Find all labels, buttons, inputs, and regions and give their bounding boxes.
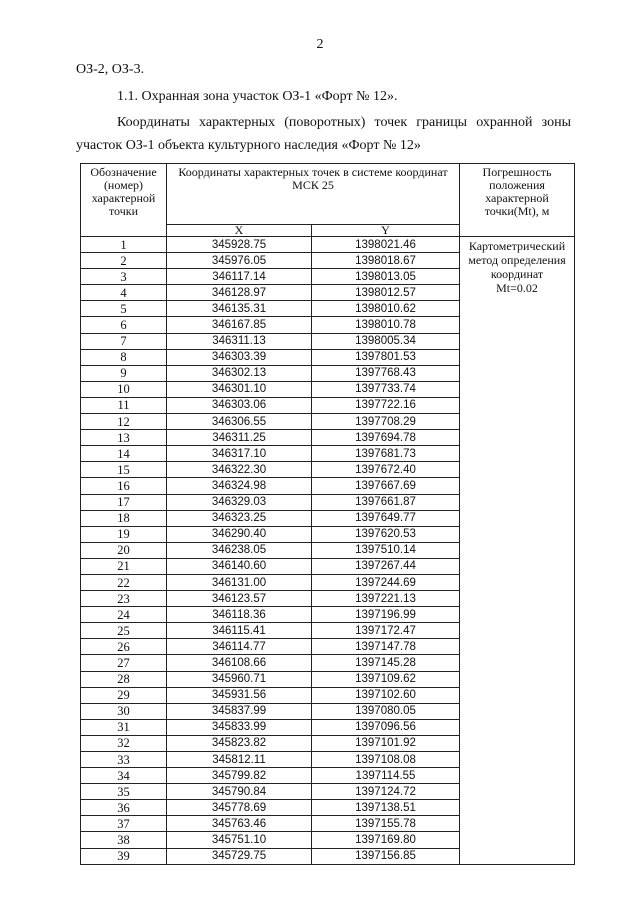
x-coordinate-cell: 346290.40 bbox=[167, 526, 312, 542]
x-coordinate-cell: 346324.98 bbox=[167, 478, 312, 494]
y-coordinate-cell: 1397801.53 bbox=[312, 349, 460, 365]
y-coordinate-cell: 1397667.69 bbox=[312, 478, 460, 494]
y-coordinate-cell: 1397108.08 bbox=[312, 752, 460, 768]
y-coordinate-cell: 1398012.57 bbox=[312, 285, 460, 301]
y-coordinate-cell: 1397661.87 bbox=[312, 494, 460, 510]
point-number-cell: 36 bbox=[81, 800, 167, 816]
x-coordinate-cell: 346301.10 bbox=[167, 381, 312, 397]
y-coordinate-cell: 1397510.14 bbox=[312, 542, 460, 558]
point-number-cell: 27 bbox=[81, 655, 167, 671]
point-number-cell: 37 bbox=[81, 816, 167, 832]
point-number-cell: 28 bbox=[81, 671, 167, 687]
intro-text-line-1: Координаты характерных (поворотных) точек границы охранной зоны bbox=[117, 115, 571, 130]
y-coordinate-cell: 1397244.69 bbox=[312, 574, 460, 590]
point-number-cell: 13 bbox=[81, 430, 167, 446]
y-coordinate-cell: 1397672.40 bbox=[312, 462, 460, 478]
point-number-cell: 7 bbox=[81, 333, 167, 349]
y-coordinate-cell: 1397768.43 bbox=[312, 365, 460, 381]
header-error: Погрешность положения характерной точки(Mt), м bbox=[460, 164, 575, 237]
x-coordinate-cell: 345729.75 bbox=[167, 848, 312, 864]
y-coordinate-cell: 1397733.74 bbox=[312, 381, 460, 397]
x-coordinate-cell: 345790.84 bbox=[167, 784, 312, 800]
y-coordinate-cell: 1397722.16 bbox=[312, 397, 460, 413]
y-coordinate-cell: 1397196.99 bbox=[312, 607, 460, 623]
y-coordinate-cell: 1398010.78 bbox=[312, 317, 460, 333]
y-coordinate-cell: 1398021.46 bbox=[312, 237, 460, 253]
point-number-cell: 19 bbox=[81, 526, 167, 542]
y-coordinate-cell: 1397114.55 bbox=[312, 768, 460, 784]
x-coordinate-cell: 345928.75 bbox=[167, 237, 312, 253]
x-coordinate-cell: 346323.25 bbox=[167, 510, 312, 526]
point-number-cell: 18 bbox=[81, 510, 167, 526]
x-coordinate-cell: 346303.06 bbox=[167, 397, 312, 413]
x-coordinate-cell: 345837.99 bbox=[167, 703, 312, 719]
point-number-cell: 23 bbox=[81, 591, 167, 607]
x-coordinate-cell: 345799.82 bbox=[167, 768, 312, 784]
y-coordinate-cell: 1397124.72 bbox=[312, 784, 460, 800]
x-coordinate-cell: 346128.97 bbox=[167, 285, 312, 301]
x-coordinate-cell: 345778.69 bbox=[167, 800, 312, 816]
header-coordinates: Координаты характерных точек в системе координат МСК 25 bbox=[167, 164, 460, 225]
header-designation: Обозначение (номер) характерной точки bbox=[81, 164, 167, 237]
point-number-cell: 26 bbox=[81, 639, 167, 655]
point-number-cell: 4 bbox=[81, 285, 167, 301]
x-coordinate-cell: 345812.11 bbox=[167, 752, 312, 768]
point-number-cell: 38 bbox=[81, 832, 167, 848]
x-coordinate-cell: 345931.56 bbox=[167, 687, 312, 703]
header-y: Y bbox=[312, 225, 460, 237]
x-coordinate-cell: 346114.77 bbox=[167, 639, 312, 655]
x-coordinate-cell: 346311.13 bbox=[167, 333, 312, 349]
point-number-cell: 14 bbox=[81, 446, 167, 462]
point-number-cell: 39 bbox=[81, 848, 167, 864]
y-coordinate-cell: 1397109.62 bbox=[312, 671, 460, 687]
y-coordinate-cell: 1398018.67 bbox=[312, 253, 460, 269]
point-number-cell: 6 bbox=[81, 317, 167, 333]
x-coordinate-cell: 346322.30 bbox=[167, 462, 312, 478]
y-coordinate-cell: 1397138.51 bbox=[312, 800, 460, 816]
x-coordinate-cell: 345833.99 bbox=[167, 719, 312, 735]
x-coordinate-cell: 346306.55 bbox=[167, 414, 312, 430]
y-coordinate-cell: 1397267.44 bbox=[312, 558, 460, 574]
x-coordinate-cell: 346135.31 bbox=[167, 301, 312, 317]
point-number-cell: 21 bbox=[81, 558, 167, 574]
y-coordinate-cell: 1397145.28 bbox=[312, 655, 460, 671]
y-coordinate-cell: 1397096.56 bbox=[312, 719, 460, 735]
y-coordinate-cell: 1397620.53 bbox=[312, 526, 460, 542]
method-text: Картометрический метод определения координат bbox=[468, 239, 566, 281]
y-coordinate-cell: 1397172.47 bbox=[312, 623, 460, 639]
x-coordinate-cell: 346329.03 bbox=[167, 494, 312, 510]
x-coordinate-cell: 346131.00 bbox=[167, 574, 312, 590]
x-coordinate-cell: 346238.05 bbox=[167, 542, 312, 558]
page-number: 2 bbox=[316, 37, 324, 52]
y-coordinate-cell: 1398013.05 bbox=[312, 269, 460, 285]
point-number-cell: 9 bbox=[81, 365, 167, 381]
x-coordinate-cell: 345823.82 bbox=[167, 735, 312, 751]
x-coordinate-cell: 346311.25 bbox=[167, 430, 312, 446]
point-number-cell: 10 bbox=[81, 381, 167, 397]
y-coordinate-cell: 1397155.78 bbox=[312, 816, 460, 832]
y-coordinate-cell: 1397649.77 bbox=[312, 510, 460, 526]
x-coordinate-cell: 345976.05 bbox=[167, 253, 312, 269]
point-number-cell: 15 bbox=[81, 462, 167, 478]
point-number-cell: 22 bbox=[81, 574, 167, 590]
y-coordinate-cell: 1398005.34 bbox=[312, 333, 460, 349]
x-coordinate-cell: 345751.10 bbox=[167, 832, 312, 848]
point-number-cell: 8 bbox=[81, 349, 167, 365]
x-coordinate-cell: 346117.14 bbox=[167, 269, 312, 285]
x-coordinate-cell: 345960.71 bbox=[167, 671, 312, 687]
point-number-cell: 20 bbox=[81, 542, 167, 558]
x-coordinate-cell: 346108.66 bbox=[167, 655, 312, 671]
point-number-cell: 17 bbox=[81, 494, 167, 510]
x-coordinate-cell: 346140.60 bbox=[167, 558, 312, 574]
point-number-cell: 35 bbox=[81, 784, 167, 800]
y-coordinate-cell: 1397169.80 bbox=[312, 832, 460, 848]
zones-continuation-text: ОЗ-2, ОЗ-3. bbox=[76, 62, 145, 77]
point-number-cell: 16 bbox=[81, 478, 167, 494]
section-heading: 1.1. Охранная зона участок ОЗ-1 «Форт № 12». bbox=[117, 89, 398, 104]
y-coordinate-cell: 1397221.13 bbox=[312, 591, 460, 607]
y-coordinate-cell: 1397080.05 bbox=[312, 703, 460, 719]
x-coordinate-cell: 346167.85 bbox=[167, 317, 312, 333]
x-coordinate-cell: 346123.57 bbox=[167, 591, 312, 607]
point-number-cell: 5 bbox=[81, 301, 167, 317]
point-number-cell: 30 bbox=[81, 703, 167, 719]
y-coordinate-cell: 1397102.60 bbox=[312, 687, 460, 703]
method-cell bbox=[460, 237, 575, 865]
x-coordinate-cell: 346317.10 bbox=[167, 446, 312, 462]
y-coordinate-cell: 1397694.78 bbox=[312, 430, 460, 446]
intro-text-line-2: участок ОЗ-1 объекта культурного наследия «Форт № 12» bbox=[76, 138, 421, 153]
y-coordinate-cell: 1398010.62 bbox=[312, 301, 460, 317]
point-number-cell: 31 bbox=[81, 719, 167, 735]
point-number-cell: 34 bbox=[81, 768, 167, 784]
point-number-cell: 12 bbox=[81, 414, 167, 430]
y-coordinate-cell: 1397708.29 bbox=[312, 414, 460, 430]
method-value: Mt=0.02 bbox=[496, 281, 538, 295]
x-coordinate-cell: 346118.36 bbox=[167, 607, 312, 623]
point-number-cell: 33 bbox=[81, 752, 167, 768]
y-coordinate-cell: 1397101.92 bbox=[312, 735, 460, 751]
x-coordinate-cell: 346115.41 bbox=[167, 623, 312, 639]
y-coordinate-cell: 1397147.78 bbox=[312, 639, 460, 655]
x-coordinate-cell: 345763.46 bbox=[167, 816, 312, 832]
point-number-cell: 11 bbox=[81, 397, 167, 413]
header-x: X bbox=[167, 225, 312, 237]
y-coordinate-cell: 1397681.73 bbox=[312, 446, 460, 462]
point-number-cell: 25 bbox=[81, 623, 167, 639]
table-row bbox=[81, 237, 575, 253]
x-coordinate-cell: 346303.39 bbox=[167, 349, 312, 365]
point-number-cell: 3 bbox=[81, 269, 167, 285]
point-number-cell: 24 bbox=[81, 607, 167, 623]
point-number-cell: 2 bbox=[81, 253, 167, 269]
y-coordinate-cell: 1397156.85 bbox=[312, 848, 460, 864]
point-number-cell: 1 bbox=[81, 237, 167, 253]
x-coordinate-cell: 346302.13 bbox=[167, 365, 312, 381]
coordinates-table bbox=[80, 163, 575, 865]
point-number-cell: 29 bbox=[81, 687, 167, 703]
point-number-cell: 32 bbox=[81, 735, 167, 751]
